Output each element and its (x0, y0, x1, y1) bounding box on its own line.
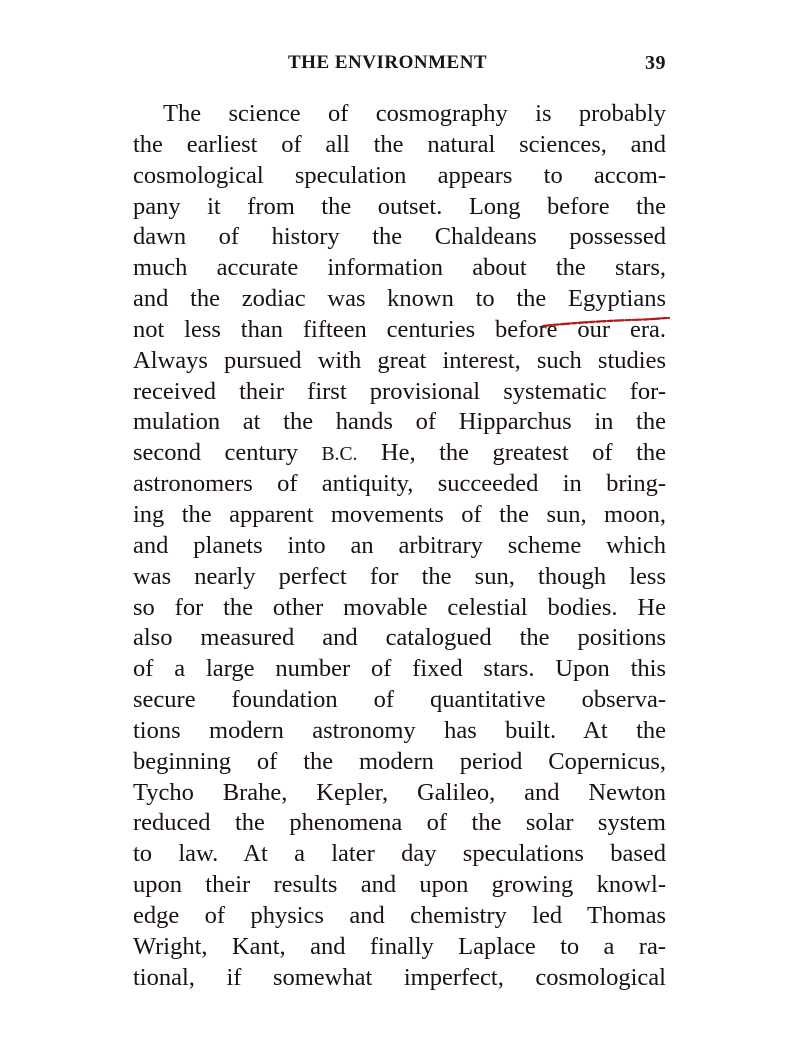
text-line: Tycho Brahe, Kepler, Galileo, and Newton (133, 778, 666, 806)
text-line: to law. At a later day speculations based (133, 840, 666, 868)
text-line: beginning of the modern period Copernicus, (133, 747, 666, 775)
text-line: and planets into an arbitrary scheme which (133, 531, 666, 559)
text-line: cosmological speculation appears to accom- (133, 161, 666, 189)
text-line: and the zodiac was known to the Egyptians (133, 285, 666, 313)
text-line: ing the apparent movements of the sun, moon, (133, 500, 666, 528)
text-line: tional, if somewhat imperfect, cosmological (133, 963, 666, 991)
text-line: of a large number of fixed stars. Upon this (133, 655, 666, 683)
text-fragment: He, the greatest of the (380, 439, 667, 467)
body-paragraph (133, 99, 666, 993)
text-line: so for the other movable celestial bodies. He (133, 593, 666, 621)
text-line: reduced the phenomena of the solar system (133, 809, 666, 837)
text-line: much accurate information about the stars, (133, 254, 666, 282)
text-line: was nearly perfect for the sun, though less (133, 562, 666, 590)
text-line: the earliest of all the natural sciences, and (133, 130, 666, 158)
running-title: THE ENVIRONMENT (288, 52, 488, 73)
running-head (133, 48, 666, 78)
text-line: pany it from the outset. Long before the (133, 192, 666, 220)
text-line: astronomers of antiquity, succeeded in bring- (133, 470, 666, 498)
text-line: secure foundation of quantitative observa- (133, 686, 666, 714)
era-abbreviation: B.C. (321, 444, 358, 466)
text-line: received their first provisional systematic for- (133, 377, 666, 405)
text-line: Wright, Kant, and finally Laplace to a ra- (133, 932, 666, 960)
text-line: dawn of history the Chaldeans possessed (133, 223, 666, 251)
page-number: 39 (645, 52, 666, 74)
text-line: not less than fifteen centuries before our era. (133, 315, 666, 343)
text-line: Always pursued with great interest, such studies (133, 346, 666, 374)
text-line (133, 438, 666, 469)
text-line: tions modern astronomy has built. At the (133, 716, 666, 744)
text-line: also measured and catalogued the positions (133, 624, 666, 652)
text-line: The science of cosmography is probably (163, 100, 666, 127)
text-line: edge of physics and chemistry led Thomas (133, 901, 666, 929)
text-fragment: second century (133, 439, 298, 467)
text-line: upon their results and upon growing knowl- (133, 871, 666, 899)
text-line: mulation at the hands of Hipparchus in the (133, 408, 666, 436)
